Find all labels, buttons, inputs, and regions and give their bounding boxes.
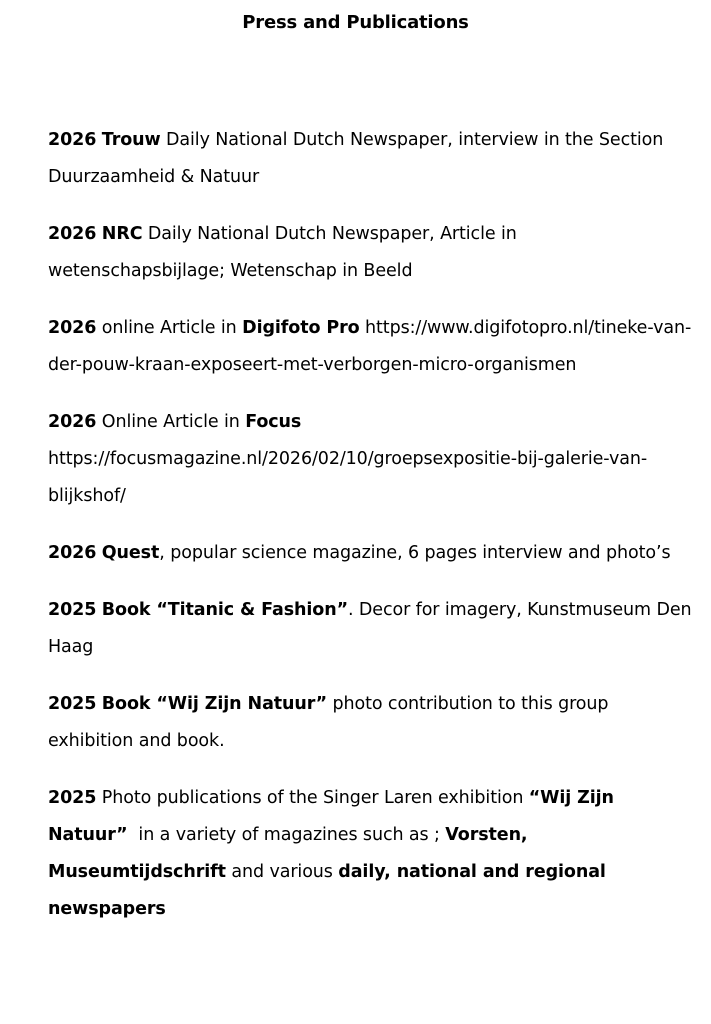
entry-year: 2026: [48, 412, 97, 432]
entry-outlet: Focus: [245, 412, 302, 432]
publication-entry: [48, 780, 698, 928]
publication-entry: [48, 592, 698, 666]
entry-outlet: Trouw: [101, 130, 161, 150]
entry-description: Daily National Dutch Newspaper, Article in wetenschapsbijlage; Wetenschap in Beeld: [48, 224, 517, 281]
entry-outlet: Book “Wij Zijn Natuur”: [101, 694, 328, 714]
entry-description: , popular science magazine, 6 pages interview and photo’s: [159, 543, 671, 563]
entry-newspapers: daily, national and regional newspapers: [48, 862, 606, 919]
publication-entry: [48, 216, 698, 290]
entry-year: 2026: [48, 130, 97, 150]
entry-year: 2025: [48, 600, 97, 620]
publication-list: [48, 122, 698, 948]
entry-outlet: NRC: [101, 224, 143, 244]
entry-exhibition: “Wij Zijn Natuur”: [48, 788, 614, 845]
entry-outlet: Digifoto Pro: [242, 318, 360, 338]
entry-year: 2025: [48, 694, 97, 714]
entry-year: 2025: [48, 788, 97, 808]
entry-outlet: Quest: [101, 543, 160, 563]
entry-description: photo contribution to this group exhibition and book.: [48, 694, 609, 751]
publication-entry: [48, 404, 698, 515]
publication-entry: [48, 310, 698, 384]
entry-description: and various: [225, 862, 339, 882]
entry-magazines: Vorsten, Museumtijdschrift: [48, 825, 528, 882]
entry-url: https://www.digifotopro.nl/tineke-van-der-pouw-kraan-exposeert-met-verborgen-micro-organismen: [48, 318, 692, 375]
entry-url: https://focusmagazine.nl/2026/02/10/groepsexpositie-bij-galerie-van-blijkshof/: [48, 449, 648, 506]
entry-description: Photo publications of the Singer Laren exhibition: [96, 788, 529, 808]
entry-description: Online Article in: [96, 412, 246, 432]
entry-description: . Decor for imagery, Kunstmuseum Den Haag: [48, 600, 692, 657]
entry-year: 2026: [48, 224, 97, 244]
entry-outlet: Book “Titanic & Fashion”: [101, 600, 348, 620]
entry-description: in a variety of magazines such as ;: [127, 825, 446, 845]
entry-year: 2026: [48, 318, 97, 338]
page-title: Press and Publications: [242, 12, 469, 33]
entry-description: online Article in: [96, 318, 243, 338]
publication-entry: [48, 686, 698, 760]
publication-entry: [48, 122, 698, 196]
publication-entry: [48, 535, 698, 572]
entry-year: 2026: [48, 543, 97, 563]
entry-description: Daily National Dutch Newspaper, interview in the Section Duurzaamheid & Natuur: [48, 130, 664, 187]
